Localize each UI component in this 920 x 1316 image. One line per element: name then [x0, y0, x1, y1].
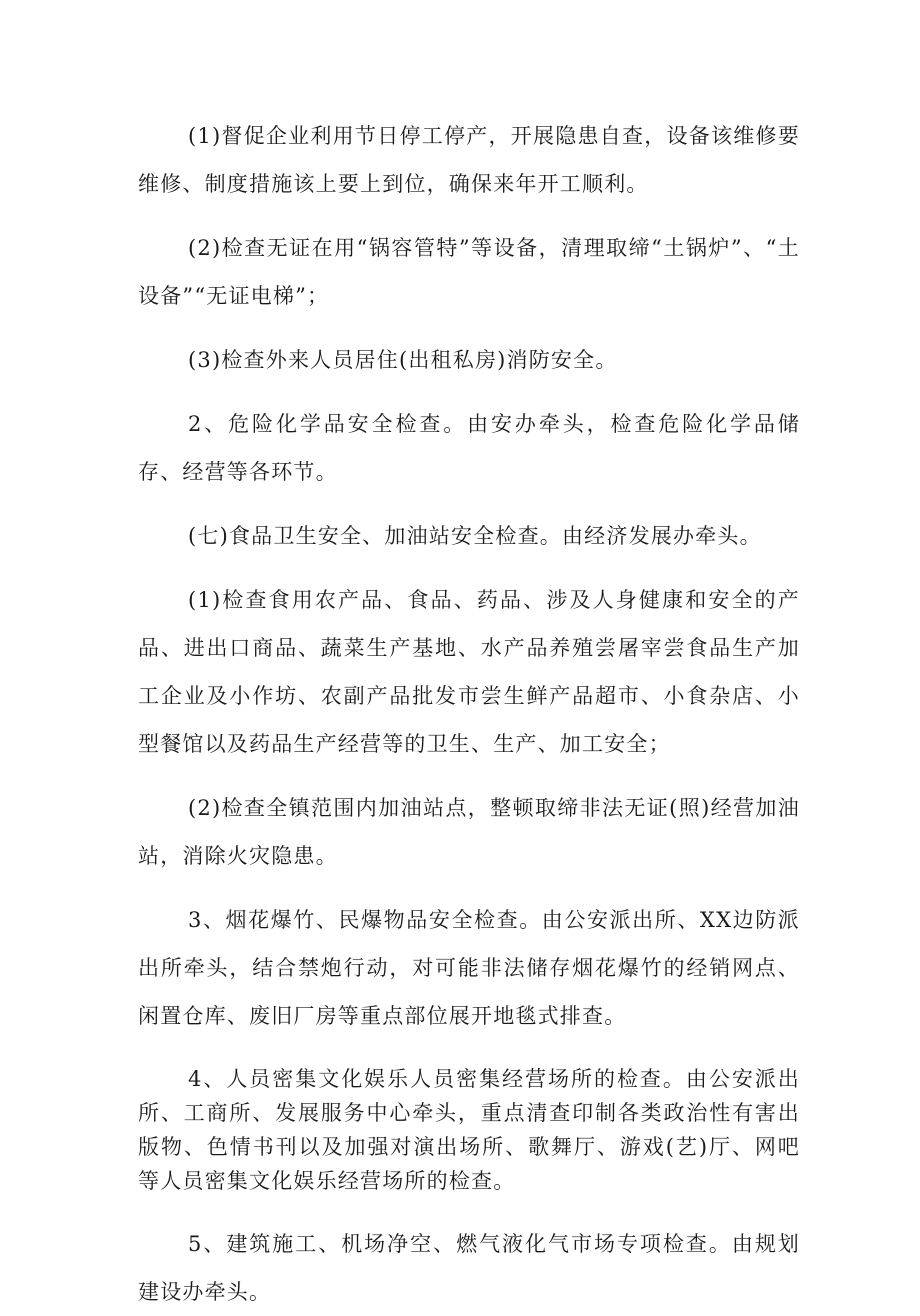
paragraph-section-4: 4、人员密集文化娱乐人员密集经营场所的检查。由公安派出所、工商所、发展服务中心牵头，重点清查印制各类政治性有害出版物、色情书刊以及加强对演出场所、歌舞厅、游戏(艺)厅、网吧等人员密集文化娱乐经营场所的检查。 [138, 1067, 800, 1193]
paragraph-section-2: 2、危险化学品安全检查。由安办牵头，检查危险化学品储存、经营等各环节。 [138, 412, 800, 484]
paragraph-section-3: 3、烟花爆竹、民爆物品安全检查。由公安派出所、XX边防派出所牵头，结合禁炮行动，对可能非法储存烟花爆竹的经销网点、闲置仓库、废旧厂房等重点部位展开地毯式排查。 [138, 908, 800, 1028]
paragraph-7-1: (1)检查食用农产品、食品、药品、涉及人身健康和安全的产品、进出口商品、蔬菜生产基地、水产品养殖尝屠宰尝食品生产加工企业及小作坊、农副产品批发市尝生鲜产品超市、小食杂店、小型餐馆以及药品生产经营等的卫生、生产、加工安全； [138, 588, 800, 756]
paragraph-section-7: (七)食品卫生安全、加油站安全检查。由经济发展办牵头。 [188, 524, 762, 548]
paragraph-7-2: (2)检查全镇范围内加油站点，整顿取缔非法无证(照)经营加油站，消除火灾隐患。 [138, 796, 800, 868]
document-body [138, 112, 800, 1316]
paragraph-1-1: (1)督促企业利用节日停工停产，开展隐患自查，设备该维修要维修、制度措施该上要上到位，确保来年开工顺利。 [138, 124, 800, 196]
paragraph-section-5: 5、建筑施工、机场净空、燃气液化气市场专项检查。由规划建设办牵头。 [138, 1232, 800, 1304]
paragraph-1-3: (3)检查外来人员居住(出租私房)消防安全。 [188, 348, 618, 372]
paragraph-1-2: (2)检查无证在用“锅容管特”等设备，清理取缔“土锅炉”、“土设备”“无证电梯”； [138, 236, 800, 308]
